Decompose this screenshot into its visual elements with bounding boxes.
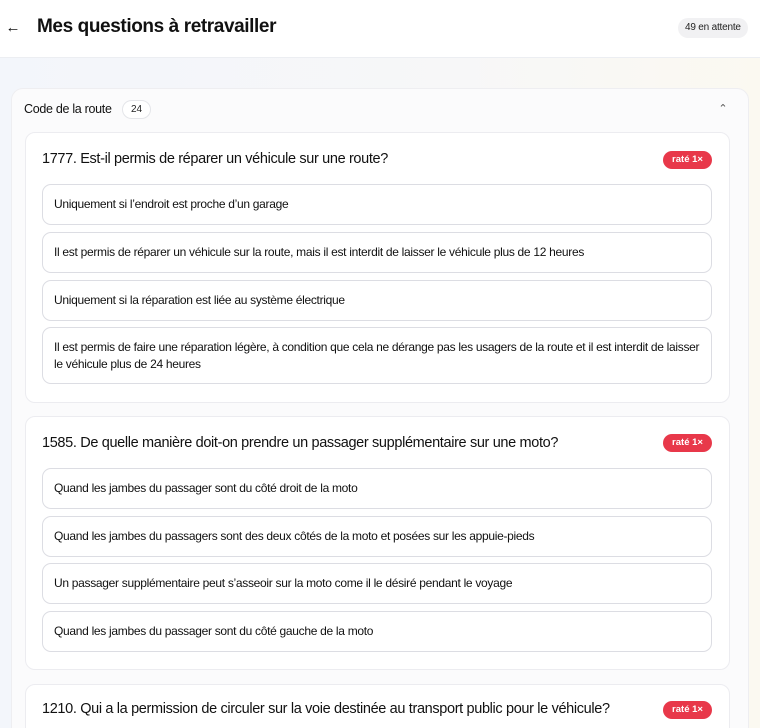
answer-option-text: Uniquement si l’endroit est proche d’un garage [54,197,289,211]
answer-option-text: Il est permis de faire une réparation légère, à condition que cela ne dérange pas les usagers de la route et il est interdit de laisser le véhicule plus de 24 heures [54,339,700,371]
question-text: 1210. Qui a la permission de circuler sur la voie destinée au transport public pour le véhicule? [42,701,610,717]
answer-option[interactable] [42,232,712,273]
category-count-badge: 24 [122,100,151,119]
missed-badge: raté 1× [663,151,712,169]
answer-option-text: Un passager supplémentaire peut s’asseoir sur la moto come il le désiré pendant le voyage [54,576,513,590]
answer-option[interactable] [42,280,712,321]
missed-badge: raté 1× [663,701,712,719]
page-title: Mes questions à retravailler [37,16,277,37]
answer-option-text: Quand les jambes du passager sont du côté droit de la moto [54,481,358,495]
answer-option-text: Il est permis de réparer un véhicule sur la route, mais il est interdit de laisser le véhicule plus de 12 heures [54,245,585,259]
back-arrow-icon[interactable]: ← [5,19,21,36]
chevron-up-icon[interactable]: ⌃ [718,103,728,115]
category-label[interactable]: Code de la route [24,102,112,116]
answer-option[interactable] [42,611,712,652]
question-text: 1777. Est-il permis de réparer un véhicule sur une route? [42,151,388,167]
answer-option[interactable] [42,468,712,509]
answer-option-text: Uniquement si la réparation est liée au système électrique [54,293,345,307]
missed-badge: raté 1× [663,434,712,452]
pending-count-badge: 49 en attente [678,18,748,38]
answer-option[interactable] [42,516,712,557]
answer-option-text: Quand les jambes du passagers sont des deux côtés de la moto et posées sur les appuie-pieds [54,529,535,543]
answer-option[interactable] [42,563,712,604]
answer-option-text: Quand les jambes du passager sont du côté gauche de la moto [54,624,374,638]
question-text: 1585. De quelle manière doit-on prendre un passager supplémentaire sur une moto? [42,435,559,451]
answer-option[interactable] [42,184,712,225]
top-bar [0,0,760,58]
answer-option[interactable] [42,327,712,384]
